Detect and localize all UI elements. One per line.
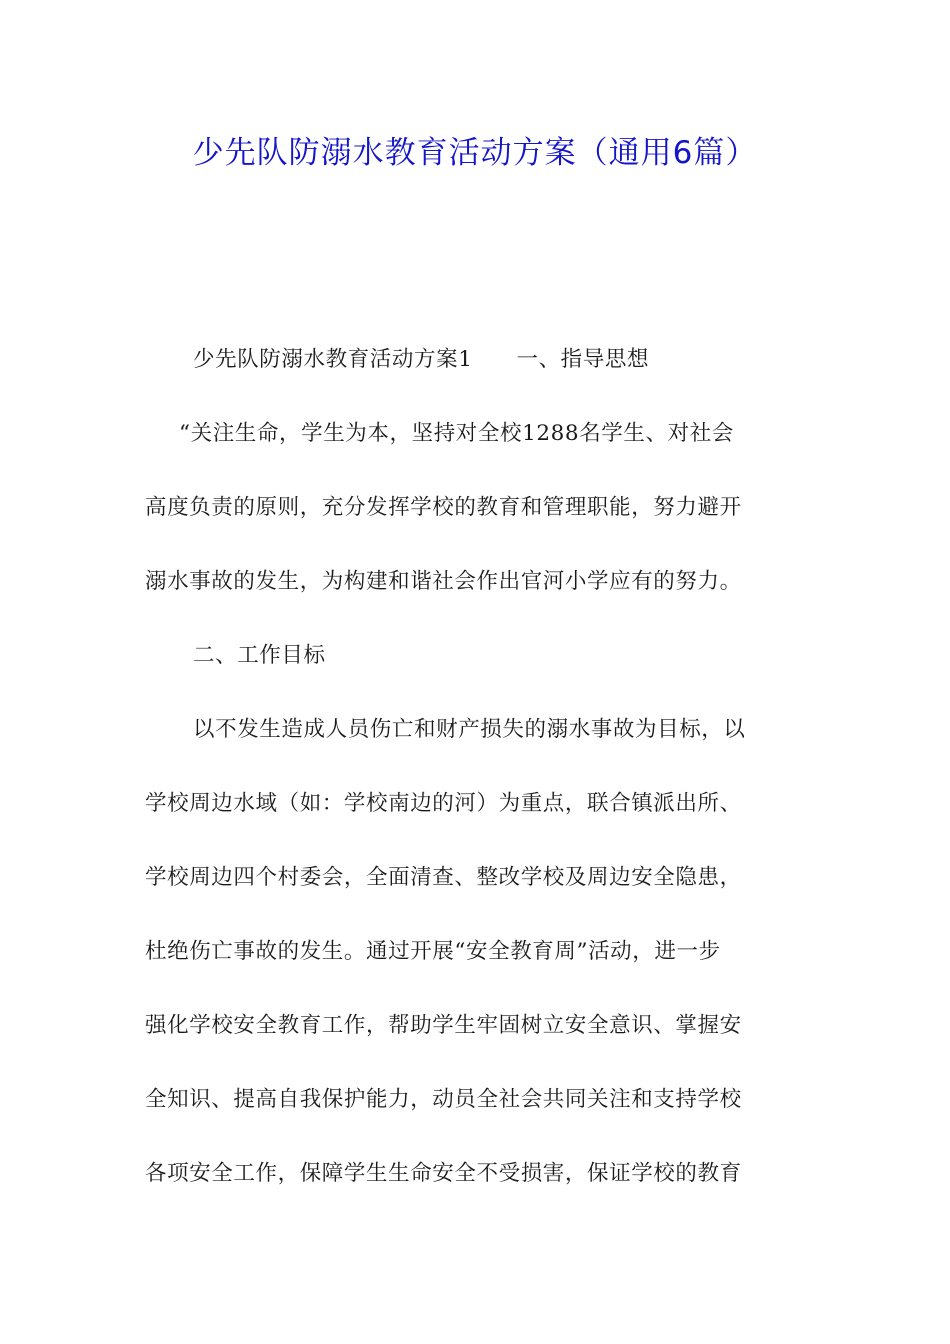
- paragraph-line: 各项安全工作，保障学生生命安全不受损害，保证学校的教育: [145, 1161, 742, 1186]
- paragraph-line: 杜绝伤亡事故的发生。通过开展“安全教育周”活动，进一步: [145, 939, 721, 964]
- section-heading-work-goals: 二、工作目标: [193, 643, 326, 668]
- paragraph-line: 学校周边四个村委会，全面清查、整改学校及周边安全隐患，: [145, 865, 742, 890]
- document-title: 少先队防溺水教育活动方案（通用6篇）: [192, 135, 758, 171]
- paragraph-line: 高度负责的原则，充分发挥学校的教育和管理职能，努力避开: [145, 495, 742, 520]
- section-heading-guiding-ideology: 一、指导思想: [516, 347, 650, 372]
- plan-name: 少先队防溺水教育活动方案1: [193, 347, 473, 372]
- paragraph-line: 全知识、提高自我保护能力，动员全社会共同关注和支持学校: [145, 1087, 742, 1112]
- document-body: [145, 323, 810, 1211]
- paragraph-line: 溺水事故的发生，为构建和谐社会作出官河小学应有的努力。: [145, 569, 742, 594]
- paragraph-line: “关注生命，学生为本，坚持对全校1288名学生、对社会: [179, 421, 734, 446]
- heading-line: [145, 323, 810, 397]
- paragraph-line: 以不发生造成人员伤亡和财产损失的溺水事故为目标，以: [193, 717, 746, 742]
- paragraph-line: 学校周边水域（如：学校南边的河）为重点，联合镇派出所、: [145, 791, 742, 816]
- paragraph-line: 强化学校安全教育工作，帮助学生牢固树立安全意识、掌握安: [145, 1013, 742, 1038]
